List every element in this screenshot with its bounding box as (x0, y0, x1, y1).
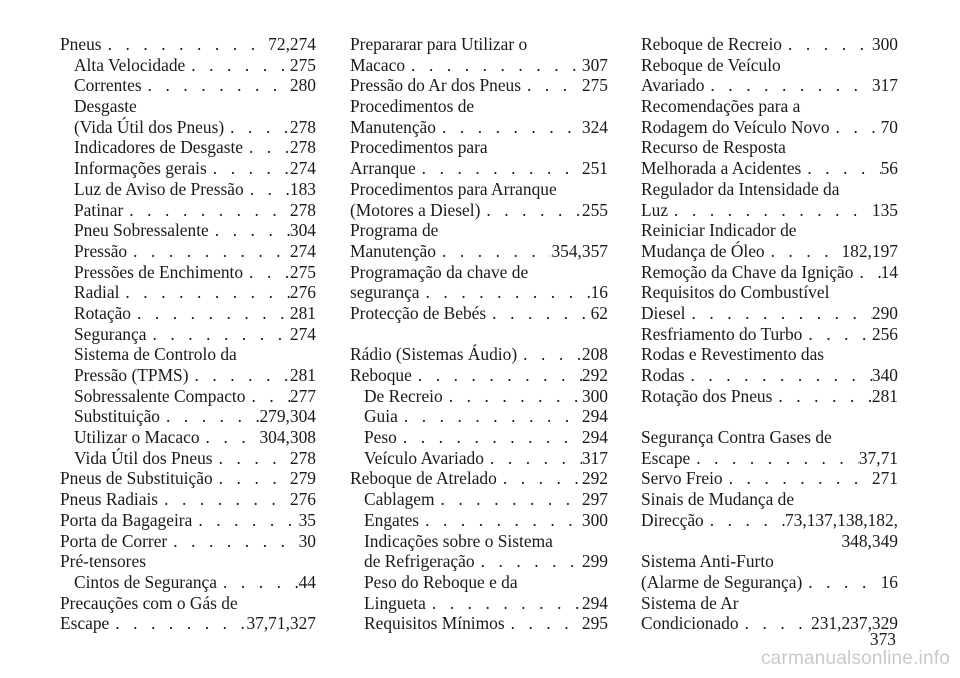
entry-term: Peso do Reboque e da (364, 571, 518, 592)
index-entry (350, 551, 608, 572)
dot-leader (497, 468, 582, 489)
index-entry (60, 406, 316, 427)
entry-term: Macaco (350, 54, 406, 75)
page-ref: 277 (289, 385, 316, 406)
dot-leader (484, 448, 582, 469)
index-entry (60, 96, 316, 117)
dot-leader (853, 262, 880, 283)
entry-term: De Recreio (364, 385, 443, 406)
entry-term: Precauções com o Gás de (60, 592, 238, 613)
page-ref: 275 (289, 54, 316, 75)
entry-term: Sobressalente Compacto (74, 385, 246, 406)
dot-leader (802, 572, 880, 593)
index-entry (641, 303, 898, 324)
dot-leader (739, 613, 811, 634)
dot-leader (127, 241, 290, 262)
index-entry (60, 551, 316, 572)
index-entry (350, 365, 608, 386)
page-ref: 324 (581, 116, 608, 137)
dot-leader (521, 75, 582, 96)
entry-term: Rodagem do Veículo Novo (641, 116, 830, 137)
index-entry (350, 303, 608, 324)
page-ref: 14 (880, 261, 898, 282)
index-entry (60, 531, 316, 552)
dot-leader (684, 365, 871, 386)
entry-term: Porta de Correr (60, 530, 168, 551)
index-entry (60, 365, 316, 386)
page-ref: 300 (871, 34, 898, 54)
dot-leader (426, 593, 582, 614)
dot-leader (405, 55, 582, 76)
entry-term: Procedimentos de (350, 96, 475, 117)
index-spacer (350, 324, 608, 345)
index-entry (60, 262, 316, 283)
dot-leader (142, 75, 290, 96)
page-ref: 354,357 (551, 240, 608, 261)
entry-term: Pneus Radiais (60, 489, 159, 510)
index-entry (641, 220, 898, 241)
entry-term: Patinar (74, 199, 124, 220)
index-entry (350, 158, 608, 179)
index-entry (350, 200, 608, 221)
index-entry (641, 75, 898, 96)
dot-leader (801, 158, 880, 179)
page-ref: 274 (289, 323, 316, 344)
index-spacer (641, 406, 898, 427)
entry-term: Procedimentos para (350, 137, 488, 158)
index-entry (60, 613, 316, 634)
index-entry (350, 448, 608, 469)
entry-term: Procedimentos para Arranque (350, 178, 557, 199)
entry-term: Pressão do Ar dos Pneus (350, 75, 522, 96)
entry-term: (Motores a Diesel) (350, 199, 481, 220)
page-ref: 30 (298, 530, 316, 551)
page-ref: 348,349 (841, 530, 898, 551)
watermark: carmanualsonline.info (760, 648, 950, 669)
entry-term: Protecção de Bebés (350, 302, 487, 323)
entry-term: Direcção (641, 509, 704, 530)
index-entry (60, 55, 316, 76)
index-entry (60, 137, 316, 158)
dot-leader (146, 324, 289, 345)
index-entry (350, 137, 608, 158)
index-entry (641, 386, 898, 407)
dot-leader (398, 406, 582, 427)
page-ref: 279 (289, 468, 316, 489)
dot-leader (167, 531, 298, 552)
entry-term: Veículo Avariado (364, 447, 484, 468)
dot-leader (419, 510, 582, 531)
index-entry (60, 179, 316, 200)
dot-leader (416, 158, 582, 179)
entry-term: Sistema de Ar (641, 592, 739, 613)
index-entry (60, 510, 316, 531)
page-ref: 281 (289, 365, 316, 385)
index-entry (60, 117, 316, 138)
index-entry (641, 241, 898, 262)
index-entry (60, 489, 316, 510)
page-ref: 72,274 (268, 34, 316, 54)
index-entry (350, 468, 608, 489)
page-ref: 183 (289, 178, 316, 199)
index-entry (350, 262, 608, 283)
entry-term: Escape (641, 447, 691, 468)
index-entry (350, 593, 608, 614)
dot-leader (782, 34, 872, 55)
page-ref: 280 (289, 75, 316, 96)
index-entry (641, 468, 898, 489)
entry-term: Reboque (350, 365, 412, 385)
index-entry (641, 572, 898, 593)
index-entry (641, 510, 898, 531)
index-entry (641, 365, 898, 386)
dot-leader (224, 117, 290, 138)
page-ref: 182,197 (841, 240, 898, 261)
dot-leader (243, 137, 290, 158)
entry-term: Resfriamento do Turbo (641, 323, 803, 344)
entry-term: Luz de Aviso de Pressão (74, 178, 244, 199)
index-entry (641, 179, 898, 200)
dot-leader (420, 282, 591, 303)
entry-term: Porta da Bagageira (60, 509, 193, 530)
dot-leader (412, 365, 582, 386)
entry-term: Pressão (TPMS) (74, 365, 189, 385)
dot-leader (704, 75, 871, 96)
entry-term: Escape (60, 613, 110, 634)
entry-term: Sistema Anti-Furto (641, 551, 774, 572)
page-ref: 37,71 (858, 447, 898, 468)
index-entry (350, 34, 608, 55)
page-ref: 37,71,327 (246, 613, 316, 634)
page-ref: 231,237,329 (811, 613, 898, 634)
page-ref: 62 (590, 302, 608, 323)
entry-term: Requisitos do Combustível (641, 282, 830, 303)
entry-term: Mudança de Óleo (641, 240, 765, 261)
dot-leader (772, 386, 872, 407)
dot-leader (200, 427, 260, 448)
dot-leader (207, 158, 290, 179)
dot-leader (131, 303, 290, 324)
entry-term: Condicionado (641, 613, 739, 634)
entry-term: Avariado (641, 75, 705, 96)
index-entry (641, 262, 898, 283)
index-entry (641, 324, 898, 345)
page-ref: 317 (871, 75, 898, 96)
entry-term: Radial (74, 282, 120, 303)
entry-term: Lingueta (364, 592, 426, 613)
index-entry (350, 531, 608, 552)
dot-leader (397, 427, 582, 448)
index-entry (60, 75, 316, 96)
page-ref: 56 (880, 158, 898, 179)
entry-term: Segurança Contra Gases de (641, 427, 832, 448)
entry-term: Sinais de Mudança de (641, 489, 795, 510)
dot-leader (102, 34, 269, 55)
entry-term: Rodas (641, 365, 685, 385)
page-ref: 44 (298, 571, 316, 592)
dot-leader (243, 262, 290, 283)
index-entry (350, 117, 608, 138)
entry-term: Pressão (74, 240, 128, 261)
index-entry (641, 200, 898, 221)
entry-term: Manutenção (350, 240, 436, 261)
dot-leader (517, 344, 582, 365)
page-ref: 275 (581, 75, 608, 96)
page-ref: 275 (289, 261, 316, 282)
index-entry (60, 158, 316, 179)
page-ref: 16 (590, 282, 608, 303)
entry-term: (Alarme de Segurança) (641, 571, 803, 592)
index-entry (350, 179, 608, 200)
dot-leader (109, 613, 246, 634)
dot-leader (802, 324, 872, 345)
index-entry (350, 427, 608, 448)
page-ref: 304,308 (259, 427, 316, 448)
page-ref: 135 (871, 199, 898, 220)
index-entry (641, 489, 898, 510)
entry-term: Indicadores de Desgaste (74, 137, 244, 158)
dot-leader (192, 510, 298, 531)
entry-term: Reboque de Atrelado (350, 468, 497, 489)
index-entry (60, 34, 316, 55)
dot-leader (160, 406, 259, 427)
page-ref: 294 (581, 592, 608, 613)
index-entry (350, 282, 608, 303)
dot-leader (704, 510, 785, 531)
index-entry (60, 344, 316, 365)
page-ref: 307 (581, 54, 608, 75)
index-entry (350, 75, 608, 96)
dot-leader (668, 200, 872, 221)
entry-term: Desgaste (74, 96, 137, 117)
entry-term: Programação da chave de (350, 261, 529, 282)
index-entry (350, 572, 608, 593)
entry-term: Correntes (74, 75, 142, 96)
index-entry (350, 386, 608, 407)
entry-term: Sistema de Controlo da (74, 344, 237, 365)
index-entry (641, 158, 898, 179)
page-ref: 274 (289, 158, 316, 179)
entry-term: Reiniciar Indicador de (641, 220, 797, 241)
dot-leader (189, 365, 290, 386)
page-ref: 278 (289, 447, 316, 468)
dot-leader (765, 241, 842, 262)
page-ref: 16 (880, 571, 898, 592)
dot-leader (123, 200, 290, 221)
index-entry (60, 448, 316, 469)
page-ref: 281 (289, 302, 316, 323)
entry-term: Vida Útil dos Pneus (74, 447, 213, 468)
index-entry (350, 220, 608, 241)
index-entry (350, 55, 608, 76)
index-entry (641, 593, 898, 614)
page-ref: 294 (581, 406, 608, 427)
dot-leader (436, 117, 582, 138)
index-entry (60, 324, 316, 345)
page-ref: 278 (289, 116, 316, 137)
entry-term: Manutenção (350, 116, 436, 137)
index-entry (350, 241, 608, 262)
page-ref: 300 (581, 509, 608, 530)
dot-leader (185, 55, 290, 76)
page-ref: 256 (871, 323, 898, 344)
dot-leader (213, 468, 290, 489)
dot-leader (436, 241, 552, 262)
page-ref: 299 (581, 551, 608, 572)
index-entry (60, 386, 316, 407)
index-entry (60, 241, 316, 262)
index-entry (350, 489, 608, 510)
entry-term: Reboque de Recreio (641, 34, 783, 54)
index-entry (641, 613, 898, 634)
entry-term: de Refrigeração (364, 551, 475, 572)
page-ref: 292 (581, 468, 608, 489)
index-entry (60, 593, 316, 614)
page-ref: 294 (581, 427, 608, 448)
dot-leader (505, 613, 582, 634)
dot-leader (475, 551, 582, 572)
entry-term: Prepararar para Utilizar o (350, 34, 528, 54)
page-ref: 255 (581, 199, 608, 220)
entry-term: Recurso de Resposta (641, 137, 786, 158)
index-entry (641, 137, 898, 158)
entry-term: Informações gerais (74, 158, 207, 179)
page-ref: 300 (581, 385, 608, 406)
entry-term: Regulador da Intensidade da (641, 178, 840, 199)
entry-term: Pneus (60, 34, 102, 54)
dot-leader (690, 448, 859, 469)
entry-term: Substituição (74, 406, 160, 427)
page-ref: 281 (871, 385, 898, 406)
page-ref: 295 (581, 613, 608, 634)
page-ref: 73,137,138,182, (784, 509, 898, 530)
page-ref: 35 (298, 509, 316, 530)
entry-term: Diesel (641, 302, 686, 323)
index-entry (60, 200, 316, 221)
entry-term: Melhorada a Acidentes (641, 158, 802, 179)
entry-term: Cablagem (364, 489, 435, 510)
page-ref: 70 (880, 116, 898, 137)
page-ref: 278 (289, 137, 316, 158)
entry-term: Recomendações para a (641, 96, 801, 117)
entry-term: Pneus de Substituição (60, 468, 213, 489)
index-entry (641, 55, 898, 76)
dot-leader (685, 303, 871, 324)
entry-term: Servo Freio (641, 468, 723, 489)
index-entry (641, 344, 898, 365)
dot-leader (245, 386, 289, 407)
index-column-3 (641, 34, 898, 634)
index-entry (350, 406, 608, 427)
index-column-2 (350, 34, 608, 634)
entry-term: Programa de (350, 220, 439, 241)
index-entry (60, 572, 316, 593)
page-ref: 317 (581, 447, 608, 468)
index-entry (641, 282, 898, 303)
index-entry (60, 282, 316, 303)
page-number: 373 (869, 629, 896, 649)
index-entry (60, 468, 316, 489)
index-entry (350, 96, 608, 117)
entry-term: Peso (364, 427, 397, 448)
entry-term: Arranque (350, 158, 416, 179)
page-ref: 340 (871, 365, 898, 385)
dot-leader (443, 386, 582, 407)
dot-leader (213, 448, 290, 469)
entry-term: Engates (364, 509, 420, 530)
index-entry (350, 613, 608, 634)
page-ref: 304 (289, 220, 316, 241)
entry-term: Alta Velocidade (74, 54, 186, 75)
index-entry (641, 427, 898, 448)
page-ref: 276 (289, 282, 316, 303)
index-column-1 (60, 34, 316, 634)
dot-leader (830, 117, 881, 138)
entry-term: Utilizar o Macaco (74, 427, 200, 448)
page-ref: 276 (289, 489, 316, 510)
page-ref: 292 (581, 365, 608, 385)
dot-leader (244, 179, 290, 200)
dot-leader (158, 489, 290, 510)
dot-leader (119, 282, 290, 303)
page-ref: 251 (581, 158, 608, 179)
entry-term: Rodas e Revestimento das (641, 344, 825, 365)
index-entry (641, 96, 898, 117)
dot-leader (723, 468, 872, 489)
entry-term: Pneu Sobressalente (74, 220, 209, 241)
entry-term: Guia (364, 406, 398, 427)
entry-term: Rotação (74, 302, 131, 323)
index-entry (350, 510, 608, 531)
index-entry (641, 448, 898, 469)
entry-term: Segurança (74, 323, 147, 344)
page-ref: 290 (871, 302, 898, 323)
entry-term: Pressões de Enchimento (74, 261, 244, 282)
entry-term: (Vida Útil dos Pneus) (74, 116, 225, 137)
dot-leader (480, 200, 582, 221)
index-entry (60, 220, 316, 241)
entry-term: Requisitos Mínimos (364, 613, 505, 634)
dot-leader (486, 303, 590, 324)
page-ref: 297 (581, 489, 608, 510)
index-entry (350, 344, 608, 365)
entry-term: Reboque de Veículo (641, 54, 781, 75)
entry-term: Rotação dos Pneus (641, 385, 773, 406)
index-entry (641, 117, 898, 138)
entry-term: Indicações sobre o Sistema (364, 530, 553, 551)
entry-term: segurança (350, 282, 420, 303)
page-ref: 278 (289, 199, 316, 220)
page-ref: 271 (871, 468, 898, 489)
entry-term: Rádio (Sistemas Áudio) (350, 344, 518, 365)
page-ref: 208 (581, 344, 608, 365)
entry-term: Pré-tensores (60, 551, 146, 572)
dot-leader (435, 489, 582, 510)
index-entry (641, 551, 898, 572)
index-entry (641, 531, 898, 552)
entry-term: Luz (641, 199, 669, 220)
entry-term: Remoção da Chave da Ignição (641, 261, 854, 282)
dot-leader (209, 220, 290, 241)
index-entry (60, 303, 316, 324)
dot-leader (217, 572, 299, 593)
index-entry (641, 34, 898, 55)
page-ref: 279,304 (259, 406, 316, 427)
index-entry (60, 427, 316, 448)
page-ref: 274 (289, 240, 316, 261)
entry-term: Cintos de Segurança (74, 571, 217, 592)
